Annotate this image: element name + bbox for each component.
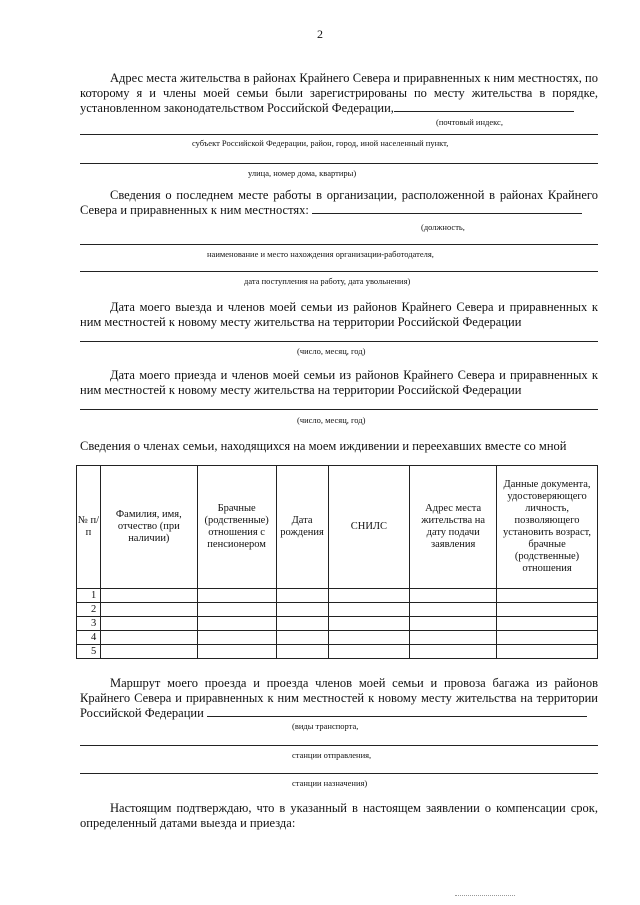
cell-name[interactable]: [100, 589, 197, 603]
route-text: Маршрут моего проезда и проезда членов моей семьи и провоза багажа из районов Крайнего Севера и приравненных к ним местностей к новому месту жительства на территории Российской Федерации: [80, 676, 598, 720]
route-paragraph: [80, 676, 598, 721]
caption-org: наименование и место нахождения организации-работодателя,: [207, 249, 434, 259]
col-address: Адрес места жительства на дату подачи заявления: [410, 466, 497, 589]
cell-relation[interactable]: [197, 589, 276, 603]
cell-document[interactable]: [497, 617, 598, 631]
work-line-org[interactable]: [80, 244, 598, 245]
caption-destination-station: станции назначения): [292, 778, 368, 788]
caption-transport: (виды транспорта,: [292, 721, 359, 731]
table-row: [77, 631, 598, 645]
table-header-row: [77, 466, 598, 589]
family-heading: Сведения о членах семьи, находящихся на моем иждивении и переехавших вместе со мной: [80, 439, 567, 453]
cell-snils[interactable]: [328, 645, 410, 659]
work-text: Сведения о последнем месте работы в организации, расположенной в районах Крайнего Севера и приравненных к ним местностях:: [80, 188, 598, 217]
col-snils: СНИЛС: [328, 466, 410, 589]
cell-name[interactable]: [100, 645, 197, 659]
address-line-street[interactable]: [80, 163, 598, 164]
departure-text: Дата моего выезда и членов моей семьи из районов Крайнего Севера и приравненных к ним местностей к новому месту жительства на территории Российской Федерации: [80, 300, 598, 329]
caption-departure-date: (число, месяц, год): [297, 346, 366, 356]
table-row: [77, 617, 598, 631]
cell-document[interactable]: [497, 589, 598, 603]
caption-dates: дата поступления на работу, дата увольнения): [244, 276, 411, 286]
cell-name[interactable]: [100, 631, 197, 645]
col-num: № п/п: [77, 466, 101, 589]
cell-relation[interactable]: [197, 631, 276, 645]
confirm-paragraph: [80, 801, 598, 831]
cell-birth[interactable]: [276, 617, 328, 631]
family-table: [76, 465, 598, 659]
work-fill-line[interactable]: [312, 213, 582, 214]
col-name: Фамилия, имя, отчество (при наличии): [100, 466, 197, 589]
caption-departure-station: станции отправления,: [292, 750, 372, 760]
arrival-paragraph: [80, 368, 598, 398]
caption-position: (должность,: [421, 222, 465, 232]
cell-document[interactable]: [497, 645, 598, 659]
col-relation: Брачные (родственные) отношения с пенсионером: [197, 466, 276, 589]
confirm-text: Настоящим подтверждаю, что в указанный в настоящем заявлении о компенсации срок, определенный датами выезда и приезда:: [80, 801, 598, 830]
address-fill-line[interactable]: [394, 111, 574, 112]
row-number: 5: [77, 645, 101, 659]
cell-address[interactable]: [410, 631, 497, 645]
cell-address[interactable]: [410, 617, 497, 631]
page-bottom-mark: [455, 895, 515, 896]
cell-name[interactable]: [100, 603, 197, 617]
page-number: 2: [317, 27, 323, 41]
cell-relation[interactable]: [197, 645, 276, 659]
departure-paragraph: [80, 300, 598, 330]
cell-birth[interactable]: [276, 589, 328, 603]
cell-relation[interactable]: [197, 617, 276, 631]
address-text: Адрес места жительства в районах Крайнего Севера и приравненных к ним местностях, по которому я и члены моей семьи были зарегистрированы по месту жительства в порядке, установленном законодательством Российской Федерации,: [80, 71, 598, 115]
cell-snils[interactable]: [328, 617, 410, 631]
work-paragraph: [80, 188, 598, 218]
cell-snils[interactable]: [328, 631, 410, 645]
row-number: 4: [77, 631, 101, 645]
table-row: [77, 589, 598, 603]
cell-birth[interactable]: [276, 631, 328, 645]
route-line-departure[interactable]: [80, 745, 598, 746]
table-row: [77, 645, 598, 659]
row-number: 3: [77, 617, 101, 631]
cell-address[interactable]: [410, 589, 497, 603]
cell-birth[interactable]: [276, 645, 328, 659]
cell-relation[interactable]: [197, 603, 276, 617]
col-birth: Дата рождения: [276, 466, 328, 589]
row-number: 1: [77, 589, 101, 603]
address-paragraph: [80, 71, 598, 116]
address-line-subject[interactable]: [80, 134, 598, 135]
caption-postal-index: (почтовый индекс,: [436, 117, 503, 127]
departure-line[interactable]: [80, 341, 598, 342]
table-row: [77, 603, 598, 617]
cell-document[interactable]: [497, 603, 598, 617]
cell-birth[interactable]: [276, 603, 328, 617]
cell-name[interactable]: [100, 617, 197, 631]
cell-document[interactable]: [497, 631, 598, 645]
caption-arrival-date: (число, месяц, год): [297, 415, 366, 425]
route-line-destination[interactable]: [80, 773, 598, 774]
route-fill-line[interactable]: [207, 716, 587, 717]
cell-address[interactable]: [410, 603, 497, 617]
col-document: Данные документа, удостоверяющего личность, позволяющего установить возраст, брачные (родственные) отношения: [497, 466, 598, 589]
caption-subject: субъект Российской Федерации, район, город, иной населенный пункт,: [192, 138, 449, 148]
arrival-line[interactable]: [80, 409, 598, 410]
work-line-dates[interactable]: [80, 271, 598, 272]
cell-snils[interactable]: [328, 589, 410, 603]
caption-street: улица, номер дома, квартиры): [248, 168, 357, 178]
arrival-text: Дата моего приезда и членов моей семьи из районов Крайнего Севера и приравненных к ним местностей к новому месту жительства на территории Российской Федерации: [80, 368, 598, 397]
row-number: 2: [77, 603, 101, 617]
cell-snils[interactable]: [328, 603, 410, 617]
cell-address[interactable]: [410, 645, 497, 659]
